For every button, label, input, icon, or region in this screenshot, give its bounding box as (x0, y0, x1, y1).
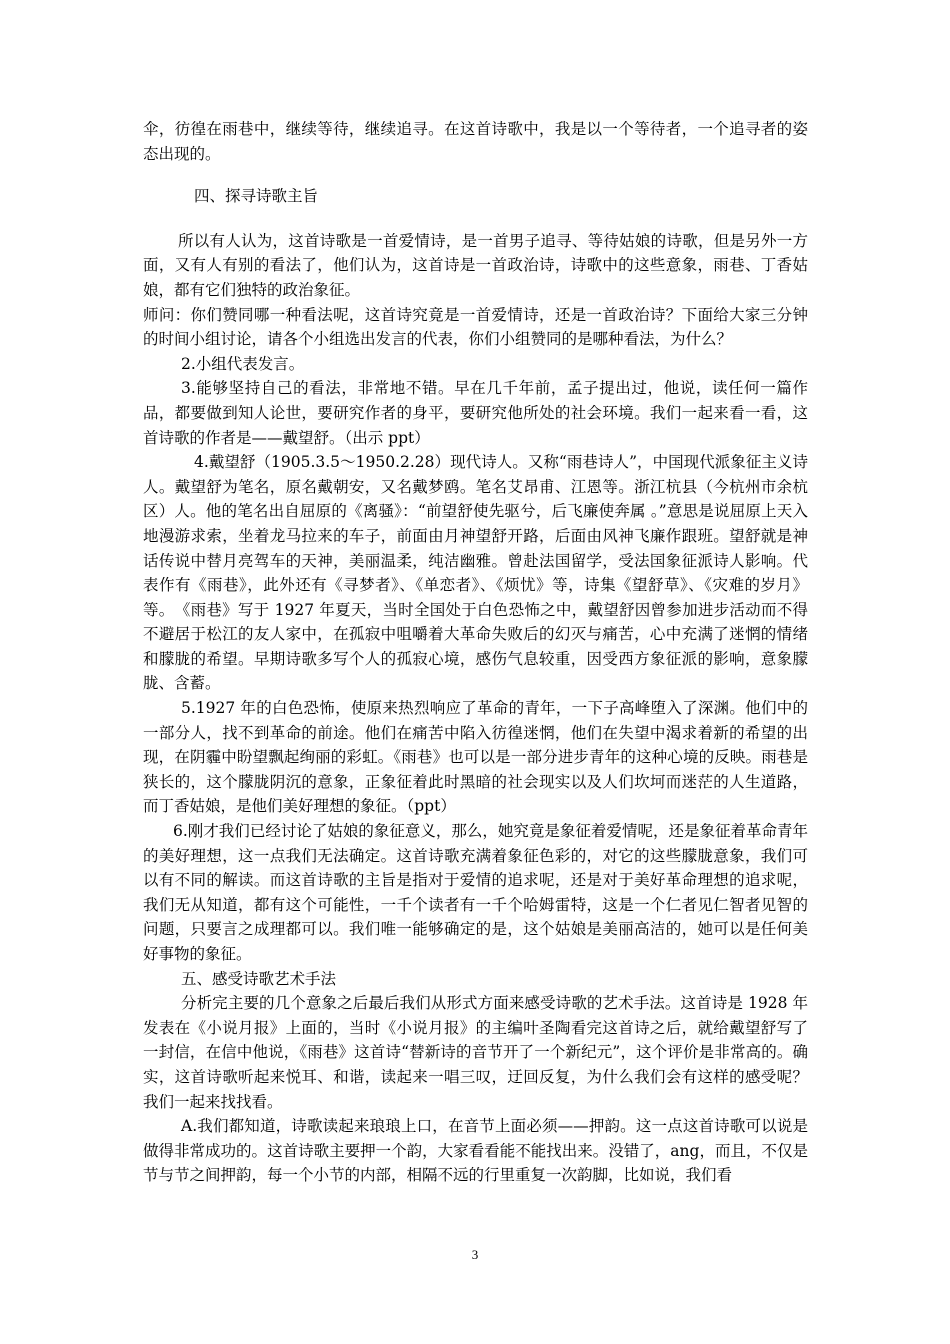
paragraph-step-2: 2.小组代表发言。 (181, 354, 305, 373)
paragraph-teacher-question: 师问：你们赞同哪一种看法呢，这首诗究竟是一首爱情诗，还是一首政治诗？下面给大家三分钟的时间小组讨论，请各个小组选出发言的代表，你们小组赞同的是哪种看法，为什么？ (143, 305, 808, 349)
section-heading-4: 四、探寻诗歌主旨 (194, 187, 319, 206)
paragraph-art-intro: 分析完主要的几个意象之后最后我们从形式方面来感受诗歌的艺术手法。这首诗是 1928 年发表在《小说月报》上面的，当时《小说月报》的主编叶圣陶看完这首诗之后，就给戴望舒写了一封信，在信中他说，《雨巷》这首诗“替新诗的音节开了一个新纪元”，这个评价是非常高的。确实，这首诗歌听起来悦耳、和谐，读起来一唱三叹，迂回反复，为什么我们会有这样的感受呢？我们一起来找找看。 (143, 994, 808, 1111)
paragraph-step-6: 6.刚才我们已经讨论了姑娘的象征意义，那么，她究竟是象征着爱情呢，还是象征着革命青年的美好理想，这一点我们无法确定。这首诗歌充满着象征色彩的，对它的这些朦胧意象，我们可以有不同的解读。而这首诗歌的主旨是指对于爱情的追求呢，还是对于美好革命理想的追求呢，我们无从知道，都有这个可能性，一千个读者有一千个哈姆雷特，这是一个仁者见仁智者见智的问题，只要言之成理都可以。我们唯一能够确定的是，这个姑娘是美丽高洁的，她可以是任何美好事物的象征。 (143, 822, 808, 963)
paragraph-interpretation: 所以有人认为，这首诗歌是一首爱情诗，是一首男子追寻、等待姑娘的诗歌，但是另外一方面，又有人有别的看法了，他们认为，这首诗是一首政治诗，诗歌中的这些意象，雨巷、丁香姑娘，都有它们独特的政治象征。 (143, 231, 808, 299)
page-number: 3 (471, 1247, 479, 1262)
document-body (143, 117, 808, 1188)
paragraph-step-5: 5.1927 年的白色恐怖，使原来热烈响应了革命的青年，一下子高峰堕入了深渊。他们中的一部分人，找不到革命的前途。他们在痛苦中陷入彷徨迷惘，他们在失望中渴求着新的希望的出现，在阴霾中盼望飘起绚丽的彩虹。《雨巷》也可以是一部分进步青年的这种心境的反映。雨巷是狭长的，这个朦胧阴沉的意象，正象征着此时黑暗的社会现实以及人们坎坷而迷茫的人生道路，而丁香姑娘，是他们美好理想的象征。（ppt） (143, 699, 808, 816)
paragraph-step-4: 4.戴望舒（1905.3.5～1950.2.28）现代诗人。又称“雨巷诗人”，中国现代派象征主义诗人。戴望舒为笔名，原名戴朝安，又名戴梦鸥。笔名艾昂甫、江恩等。浙江杭县（今杭州市余杭区）人。他的笔名出自屈原的《离骚》：“前望舒使先驱兮，后飞廉使奔属 。”意思是说屈原上天入地漫游求索，坐着龙马拉来的车子，前面由月神望舒开路，后面由风神飞廉作跟班。望舒就是神话传说中替月亮驾车的天神，美丽温柔，纯洁幽雅。曾赴法国留学，受法国象征派诗人影响。代表作有《雨巷》，此外还有《寻梦者》、《单恋者》、《烦忧》等，诗集《望舒草》、《灾难的岁月》等。 《雨巷》写于 1927 年夏天，当时全国处于白色恐怖之中，戴望舒因曾参加进步活动而不得不避居于松江的友人家中，在孤寂中咀嚼着大革命失败后的幻灭与痛苦，心中充满了迷惘的情绪和朦胧的希望。早期诗歌多写个人的孤寂心境，感伤气息较重，因受西方象征派的影响，意象朦胧、含蓄。 (143, 453, 808, 693)
paragraph-rhyme: A.我们都知道，诗歌读起来琅琅上口，在音节上面必须——押韵。这一点这首诗歌可以说是做得非常成功的。这首诗歌主要押一个韵，大家看看能不能找出来。没错了，ang，而且，不仅是节与节之间押韵，每一个小节的内部，相隔不远的行里重复一次韵脚，比如说，我们看 (143, 1117, 808, 1185)
paragraph-step-3: 3.能够坚持自己的看法，非常地不错。早在几千年前，孟子提出过，他说，读任何一篇作品，都要做到知人论世，要研究作者的身平，要研究他所处的社会环境。我们一起来看一看，这首诗歌的作者是——戴望舒。（出示 ppt） (143, 379, 808, 447)
section-heading-5: 五、感受诗歌艺术手法 (181, 969, 337, 988)
paragraph-continuation: 伞，彷徨在雨巷中，继续等待，继续追寻。在这首诗歌中，我是以一个等待者，一个追寻者的姿态出现的。 (143, 120, 808, 163)
